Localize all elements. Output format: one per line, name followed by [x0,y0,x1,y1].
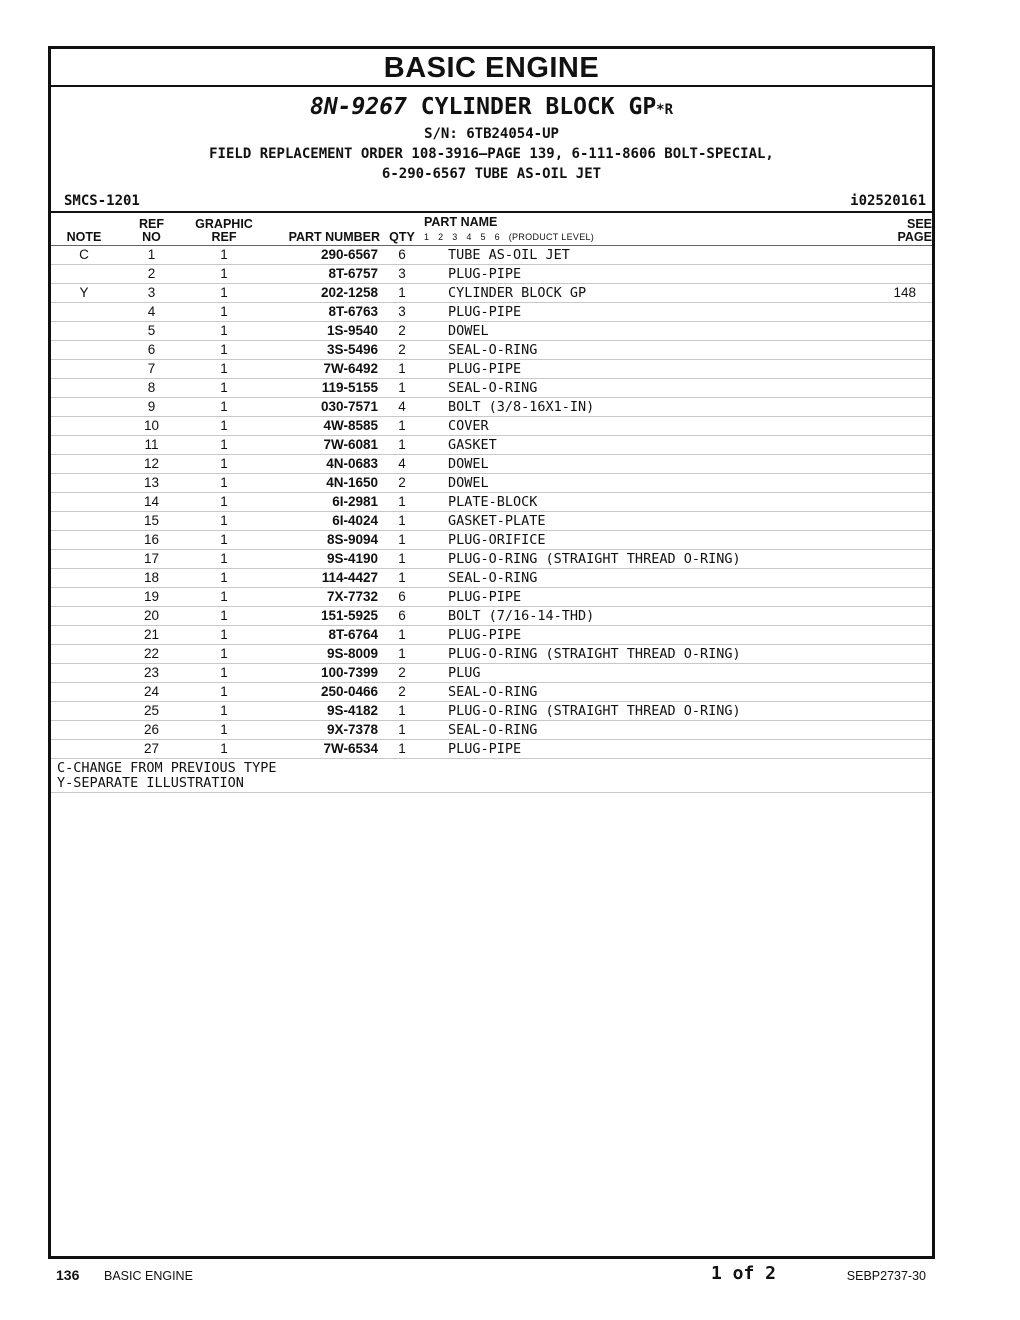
cell-see-page [865,531,932,550]
cell-graphic-ref: 1 [186,702,262,721]
cell-note [51,531,117,550]
cell-note [51,645,117,664]
col-qty: QTY [380,213,424,246]
cell-part-name: SEAL-O-RING [424,569,865,588]
cell-qty: 1 [380,379,424,398]
parts-table-body [51,246,932,759]
cell-qty: 6 [380,246,424,265]
cell-part-number: 7W-6534 [262,740,380,759]
cell-part-number: 100-7399 [262,664,380,683]
table-row [51,303,932,322]
cell-part-name: DOWEL [424,455,865,474]
group-part-number: 8N-9267 [309,94,407,120]
cell-see-page [865,721,932,740]
cell-part-number: 8T-6763 [262,303,380,322]
cell-see-page [865,417,932,436]
cell-note [51,379,117,398]
cell-part-name: GASKET-PLATE [424,512,865,531]
cell-note [51,550,117,569]
cell-part-name: PLUG-ORIFICE [424,531,865,550]
cell-graphic-ref: 1 [186,607,262,626]
cell-note [51,341,117,360]
cell-qty: 4 [380,455,424,474]
code-bar [51,189,932,213]
cell-see-page: 148 [865,284,932,303]
cell-part-name: PLUG-PIPE [424,740,865,759]
product-level-label: (PRODUCT LEVEL) [508,232,595,242]
cell-part-number: 7X-7732 [262,588,380,607]
table-row [51,588,932,607]
cell-see-page [865,607,932,626]
cell-part-name: BOLT (7/16-14-THD) [424,607,865,626]
cell-part-name: GASKET [424,436,865,455]
cell-qty: 6 [380,607,424,626]
cell-ref-no: 15 [117,512,186,531]
page-footer [0,1263,1020,1287]
cell-note: C [51,246,117,265]
cell-qty: 1 [380,531,424,550]
cell-graphic-ref: 1 [186,531,262,550]
cell-part-number: 6I-4024 [262,512,380,531]
product-level: 3 [452,232,458,242]
cell-see-page [865,683,932,702]
col-part-name [424,213,865,246]
cell-see-page [865,455,932,474]
cell-ref-no: 22 [117,645,186,664]
cell-graphic-ref: 1 [186,303,262,322]
cell-part-number: 9S-4190 [262,550,380,569]
table-row [51,379,932,398]
cell-see-page [865,398,932,417]
cell-part-number: 3S-5496 [262,341,380,360]
table-row [51,683,932,702]
cell-ref-no: 21 [117,626,186,645]
footer-page-of: 1 of 2 [711,1263,777,1284]
cell-note [51,607,117,626]
cell-graphic-ref: 1 [186,284,262,303]
cell-graphic-ref: 1 [186,721,262,740]
parts-page-frame [48,46,935,1259]
cell-part-name: BOLT (3/8-16X1-IN) [424,398,865,417]
table-row [51,455,932,474]
cell-part-name: PLUG-PIPE [424,360,865,379]
cell-qty: 2 [380,322,424,341]
cell-note [51,569,117,588]
cell-qty: 2 [380,474,424,493]
cell-see-page [865,588,932,607]
cell-ref-no: 13 [117,474,186,493]
cell-graphic-ref: 1 [186,740,262,759]
cell-ref-no: 23 [117,664,186,683]
cell-part-number: 119-5155 [262,379,380,398]
product-level: 4 [466,232,472,242]
product-level-scale [424,231,865,244]
cell-graphic-ref: 1 [186,246,262,265]
col-graphic-bottom: REF [211,230,237,244]
col-ref-no [117,213,186,246]
cell-note [51,474,117,493]
cell-part-number: 4N-1650 [262,474,380,493]
cell-note [51,721,117,740]
cell-graphic-ref: 1 [186,550,262,569]
cell-ref-no: 11 [117,436,186,455]
cell-qty: 1 [380,436,424,455]
cell-qty: 1 [380,360,424,379]
notes-legend [51,759,932,793]
field-order-line-1: FIELD REPLACEMENT ORDER 108-3916—PAGE 139, 6-111-8606 BOLT-SPECIAL, [209,146,774,162]
cell-note [51,398,117,417]
footer-page-number: 136 [56,1267,80,1283]
cell-graphic-ref: 1 [186,417,262,436]
cell-graphic-ref: 1 [186,664,262,683]
cell-part-number: 114-4427 [262,569,380,588]
cell-part-number: 9X-7378 [262,721,380,740]
cell-note [51,664,117,683]
table-row [51,284,932,303]
cell-qty: 1 [380,512,424,531]
col-part-name-label: PART NAME [424,215,498,229]
col-note: NOTE [51,213,117,246]
cell-ref-no: 26 [117,721,186,740]
cell-ref-no: 24 [117,683,186,702]
col-see-top: SEE [906,217,932,231]
cell-qty: 1 [380,417,424,436]
cell-part-number: 7W-6081 [262,436,380,455]
cell-see-page [865,474,932,493]
cell-graphic-ref: 1 [186,360,262,379]
cell-note [51,322,117,341]
cell-ref-no: 25 [117,702,186,721]
cell-qty: 1 [380,740,424,759]
cell-part-name: PLUG-PIPE [424,626,865,645]
cell-qty: 3 [380,303,424,322]
field-order-line-2: 6-290-6567 TUBE AS-OIL JET [381,166,602,182]
cell-part-number: 1S-9540 [262,322,380,341]
cell-part-number: 8S-9094 [262,531,380,550]
table-row [51,436,932,455]
col-part-number: PART NUMBER [262,213,380,246]
cell-graphic-ref: 1 [186,569,262,588]
cell-ref-no: 12 [117,455,186,474]
cell-part-name: SEAL-O-RING [424,721,865,740]
cell-note [51,740,117,759]
table-row [51,607,932,626]
cell-see-page [865,702,932,721]
cell-see-page [865,512,932,531]
cell-part-number: 8T-6757 [262,265,380,284]
product-level: 5 [480,232,486,242]
cell-qty: 2 [380,341,424,360]
cell-see-page [865,664,932,683]
cell-part-name: CYLINDER BLOCK GP [424,284,865,303]
cell-part-name: PLUG-O-RING (STRAIGHT THREAD O-RING) [424,550,865,569]
table-row [51,512,932,531]
cell-note [51,588,117,607]
cell-note [51,512,117,531]
cell-ref-no: 20 [117,607,186,626]
cell-ref-no: 7 [117,360,186,379]
cell-part-name: SEAL-O-RING [424,379,865,398]
footer-doc-id: SEBP2737-30 [846,1269,926,1283]
cell-ref-no: 8 [117,379,186,398]
cell-ref-no: 3 [117,284,186,303]
product-level: 1 [424,232,430,242]
cell-part-name: PLUG-PIPE [424,588,865,607]
cell-ref-no: 19 [117,588,186,607]
cell-part-name: DOWEL [424,474,865,493]
cell-part-number: 9S-4182 [262,702,380,721]
group-title [51,93,932,124]
cell-part-name: COVER [424,417,865,436]
cell-qty: 1 [380,702,424,721]
table-row [51,417,932,436]
table-row [51,569,932,588]
table-row [51,265,932,284]
table-row [51,246,932,265]
group-header [51,87,932,184]
cell-qty: 1 [380,284,424,303]
table-row [51,721,932,740]
cell-qty: 1 [380,493,424,512]
cell-ref-no: 6 [117,341,186,360]
table-row [51,740,932,759]
cell-see-page [865,436,932,455]
cell-part-number: 151-5925 [262,607,380,626]
cell-part-name: TUBE AS-OIL JET [424,246,865,265]
cell-qty: 3 [380,265,424,284]
col-see-page [865,213,932,246]
cell-note [51,626,117,645]
cell-graphic-ref: 1 [186,512,262,531]
cell-see-page [865,645,932,664]
cell-graphic-ref: 1 [186,626,262,645]
group-name: CYLINDER BLOCK GP [420,94,657,120]
cell-part-number: 4W-8585 [262,417,380,436]
cell-see-page [865,379,932,398]
cell-part-number: 290-6567 [262,246,380,265]
cell-see-page [865,626,932,645]
cell-part-number: 8T-6764 [262,626,380,645]
group-suffix: *R [656,102,674,118]
cell-note [51,683,117,702]
cell-see-page [865,303,932,322]
cell-qty: 1 [380,550,424,569]
cell-part-number: 9S-8009 [262,645,380,664]
cell-ref-no: 16 [117,531,186,550]
cell-ref-no: 14 [117,493,186,512]
table-row [51,626,932,645]
cell-graphic-ref: 1 [186,398,262,417]
table-row [51,550,932,569]
col-graphic-top: GRAPHIC [195,217,253,231]
col-see-bottom: PAGE [897,230,932,244]
cell-ref-no: 4 [117,303,186,322]
cell-ref-no: 1 [117,246,186,265]
cell-part-name: SEAL-O-RING [424,341,865,360]
cell-see-page [865,493,932,512]
parts-table [51,213,932,759]
cell-part-number: 4N-0683 [262,455,380,474]
cell-part-name: PLATE-BLOCK [424,493,865,512]
cell-part-name: SEAL-O-RING [424,683,865,702]
cell-note: Y [51,284,117,303]
cell-part-name: PLUG-PIPE [424,265,865,284]
cell-see-page [865,265,932,284]
cell-graphic-ref: 1 [186,322,262,341]
table-row [51,531,932,550]
cell-note [51,265,117,284]
cell-note [51,360,117,379]
cell-part-number: 030-7571 [262,398,380,417]
col-ref-top: REF [139,217,164,231]
cell-see-page [865,246,932,265]
table-row [51,645,932,664]
table-row [51,702,932,721]
table-row [51,474,932,493]
cell-graphic-ref: 1 [186,588,262,607]
cell-see-page [865,341,932,360]
cell-ref-no: 18 [117,569,186,588]
col-graphic-ref [186,213,262,246]
col-ref-bottom: NO [142,230,161,244]
cell-part-name: PLUG [424,664,865,683]
cell-graphic-ref: 1 [186,379,262,398]
cell-see-page [865,569,932,588]
cell-see-page [865,360,932,379]
cell-part-name: PLUG-O-RING (STRAIGHT THREAD O-RING) [424,645,865,664]
serial-number: S/N: 6TB24054-UP [424,126,559,142]
cell-graphic-ref: 1 [186,265,262,284]
cell-ref-no: 9 [117,398,186,417]
cell-ref-no: 17 [117,550,186,569]
table-row [51,398,932,417]
cell-ref-no: 2 [117,265,186,284]
table-header-row [51,213,932,246]
cell-ref-no: 5 [117,322,186,341]
table-row [51,341,932,360]
cell-see-page [865,550,932,569]
cell-graphic-ref: 1 [186,341,262,360]
cell-qty: 1 [380,721,424,740]
footer-section: BASIC ENGINE [104,1269,193,1283]
cell-note [51,436,117,455]
table-row [51,493,932,512]
cell-qty: 1 [380,569,424,588]
cell-ref-no: 10 [117,417,186,436]
cell-qty: 2 [380,683,424,702]
cell-part-name: PLUG-PIPE [424,303,865,322]
cell-note [51,455,117,474]
cell-graphic-ref: 1 [186,493,262,512]
cell-part-number: 250-0466 [262,683,380,702]
cell-graphic-ref: 1 [186,436,262,455]
cell-part-number: 6I-2981 [262,493,380,512]
cell-part-number: 202-1258 [262,284,380,303]
cell-graphic-ref: 1 [186,645,262,664]
product-level: 2 [438,232,444,242]
note-change: C-CHANGE FROM PREVIOUS TYPE [57,760,277,776]
note-separate-illustration: Y-SEPARATE ILLUSTRATION [57,775,244,791]
cell-graphic-ref: 1 [186,455,262,474]
cell-part-number: 7W-6492 [262,360,380,379]
cell-qty: 1 [380,626,424,645]
product-level: 6 [494,232,500,242]
table-row [51,360,932,379]
cell-graphic-ref: 1 [186,683,262,702]
cell-note [51,493,117,512]
cell-part-name: PLUG-O-RING (STRAIGHT THREAD O-RING) [424,702,865,721]
cell-see-page [865,740,932,759]
table-row [51,664,932,683]
cell-part-name: DOWEL [424,322,865,341]
cell-qty: 6 [380,588,424,607]
cell-see-page [865,322,932,341]
illustration-id: i02520161 [850,193,926,209]
cell-qty: 4 [380,398,424,417]
section-title: BASIC ENGINE [51,49,932,87]
smcs-code: SMCS-1201 [64,193,140,209]
cell-note [51,417,117,436]
cell-ref-no: 27 [117,740,186,759]
cell-note [51,702,117,721]
cell-qty: 1 [380,645,424,664]
cell-note [51,303,117,322]
cell-qty: 2 [380,664,424,683]
table-row [51,322,932,341]
cell-graphic-ref: 1 [186,474,262,493]
